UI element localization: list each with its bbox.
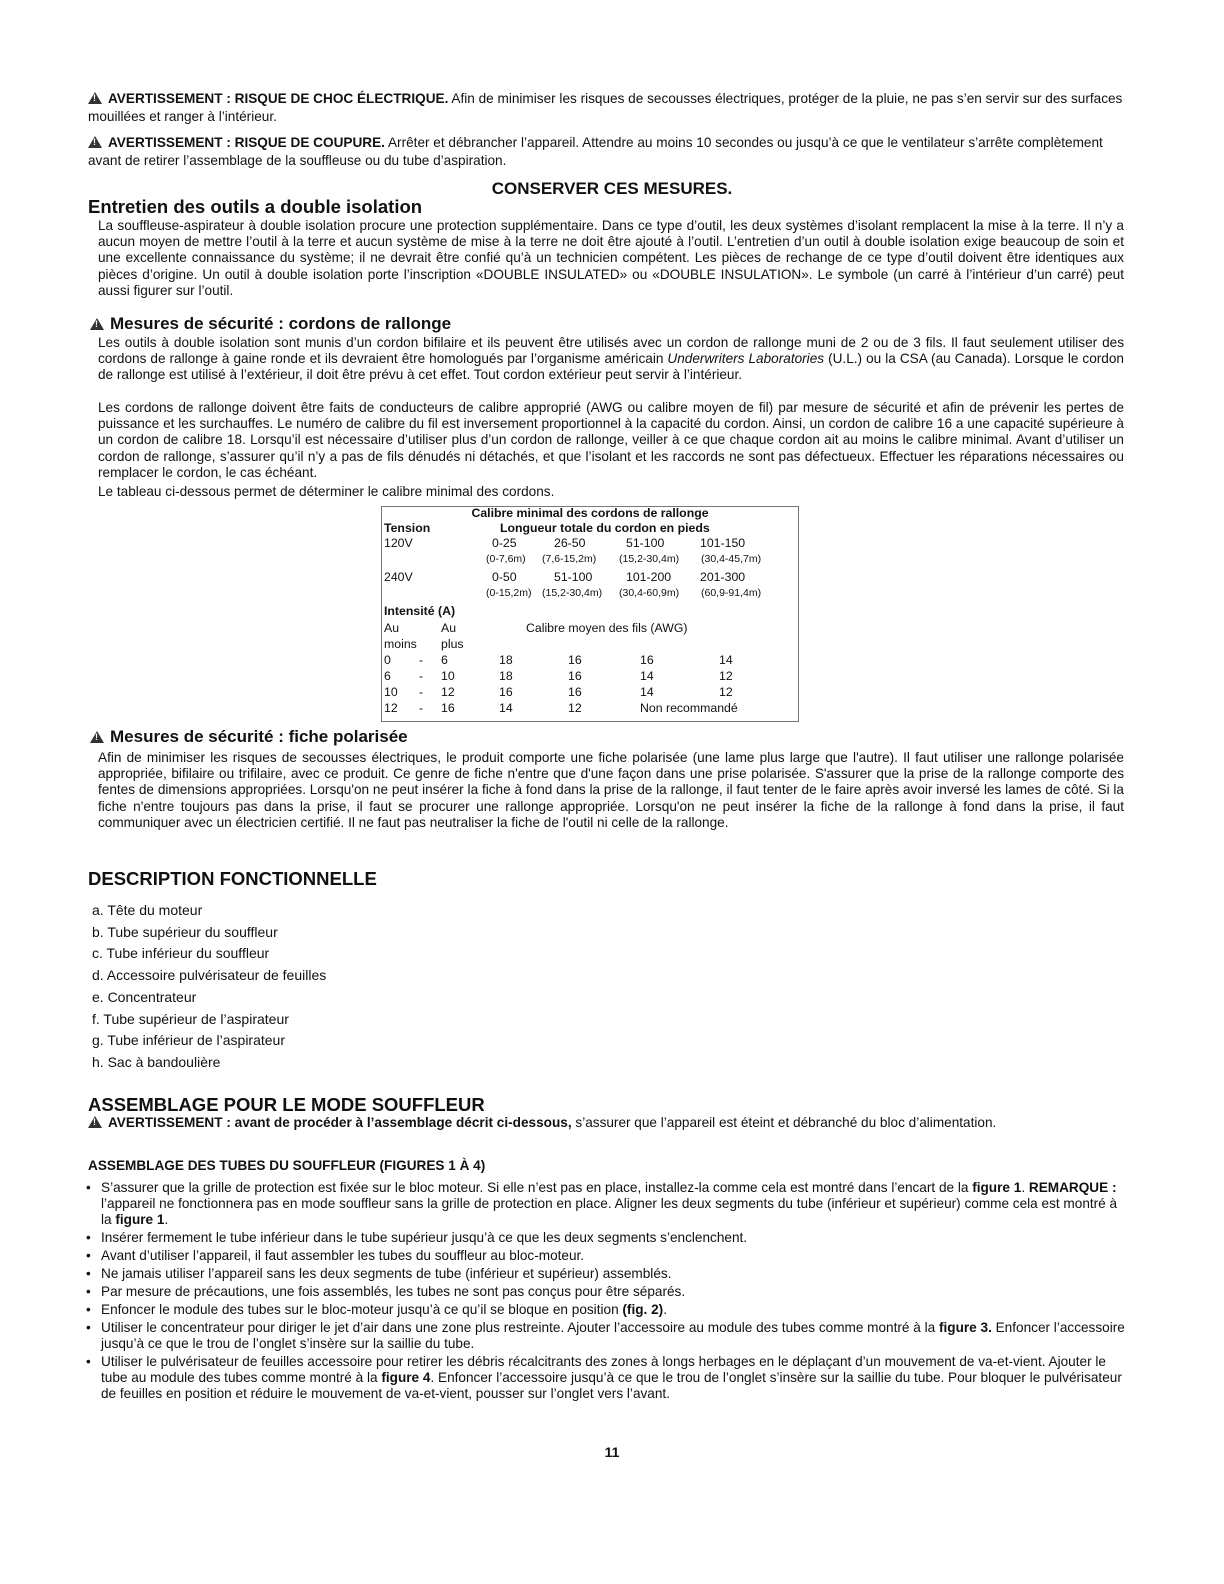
bullet-icon: • [86,1180,91,1195]
gauge-cell: 18 [499,669,513,683]
cord-gauge-table [381,506,799,722]
list-item: e. Concentrateur [92,988,197,1005]
gauge-cell: 14 [719,653,733,667]
gauge-cell: 12 [719,669,733,683]
bullet-icon: • [86,1266,91,1281]
text-span: S’assurer que la grille de protection est fixée sur le bloc moteur. Si elle n’est pas en place, installez-la comme cela est montré dans l’encart de la [101,1180,973,1195]
warning-triangle-icon [88,136,102,148]
amp-max: 10 [441,669,455,683]
amp-dash: - [419,653,424,667]
gauge-cell: 12 [719,685,733,699]
length-ft: 51-100 [554,570,593,584]
assemblage-subtitle: ASSEMBLAGE DES TUBES DU SOUFFLEUR (FIGURES 1 À 4) [88,1158,486,1173]
warning-text: Afin de minimiser les risques de secousses électriques, protéger de la pluie, ne pas s’en servir sur des surfaces mouillées et ranger à l’intérieur. [88,91,1123,124]
conserver-heading: CONSERVER CES MESURES. [491,179,733,198]
fiche-title-text: Mesures de sécurité : fiche polarisée [110,727,408,746]
length-ft: 51-100 [626,536,665,550]
gauge-cell: 16 [568,653,582,667]
tension-label: Tension [384,521,431,535]
text-span: Utiliser le pulvérisateur de feuilles accessoire pour retirer les débris récalcitrants des zones à longs herbages en le déplaçant d’un mouvement de va-et-vient. Ajouter le tube au module des tubes comme montré à la [101,1354,1106,1386]
length-ft: 101-200 [626,570,672,584]
warning-cut [88,134,1128,170]
au-plus-label: Au [441,621,457,635]
length-m: (15,2-30,4m) [542,587,603,599]
figure-ref: (fig. 2) [622,1302,664,1317]
amp-min: 0 [384,653,391,667]
amp-min: 6 [384,669,391,683]
assemblage-title: ASSEMBLAGE POUR LE MODE SOUFFLEUR [88,1094,485,1115]
bullet-icon: • [86,1354,91,1369]
fiche-title [90,727,408,747]
list-item: c. Tube inférieur du souffleur [92,945,270,962]
au-moins-label: moins [384,637,417,651]
rallonge-paragraph-2: Les cordons de rallonge doivent être faits de conducteurs de calibre approprié (AWG ou calibre moyen de fil) par mesure de sécurité et afin de prévenir les pertes de puissance et les surchauffes. Le numéro de calibre du fil est inversement proportionnel à la capacité du cordon. Ainsi, un cordon de calibre 16 a une capacité supérieure à un cordon de calibre 18. Lorsqu’il est nécessaire d’utiliser plus d’un cordon de rallonge, veiller à ce que chaque cordon ait au moins le calibre minimal. Avant d’utiliser un cordon de rallonge, s’assurer qu’il n’y a pas de fils dénudés ni détachés, et que l’isolant et les raccords ne sont pas défectueux. Effectuer les réparations nécessaires ou remplacer le cordon, le cas échéant. [98,400,1124,480]
bullet-text: Avant d’utiliser l’appareil, il faut assembler les tubes du souffleur au bloc-moteur. [101,1248,585,1263]
text-span: Enfoncer l’accessoire jusqu’à ce que le trou de l’onglet s’insère sur la saillie du tube. [101,1320,1125,1352]
double-isolation-text: La souffleuse-aspirateur à double isolation procure une protection supplémentaire. Dans ce type d’outil, les deux systèmes d’isolant remplacent la mise à la terre. Il n’y a aucun moyen de mettre l’outil à la terre et aucun système de mise à la terre ne doit être ajouté à l’outil. L’entretien d’un outil à double isolation exige beaucoup de soin et une excellente connaissance du système; il ne devrait être confié qu’à un technicien compétent. Les pièces de rechange de ce type d’outil doivent être identiques aux pièces d’origine. Un outil à double isolation porte l’inscription «DOUBLE INSULATED» ou «DOUBLE INSULATION». Le symbole (un carré à l’intérieur d’un carré) peut aussi figurer sur l’outil. [98,218,1124,298]
rallonge-title [90,314,451,334]
length-ft: 0-25 [492,536,517,550]
gauge-cell: 14 [640,685,654,699]
length-m: (60,9-91,4m) [701,587,762,599]
bullet-text: Insérer fermement le tube inférieur dans le tube supérieur jusqu’à ce que les deux segments s’enclenchent. [101,1230,748,1245]
text-span: . [1021,1180,1029,1195]
amp-dash: - [419,685,424,699]
list-item: g. Tube inférieur de l’aspirateur [92,1032,285,1049]
amp-dash: - [419,669,424,683]
figure-ref: figure 4 [381,1370,431,1386]
text-span: . [164,1212,169,1228]
bullet-text [101,1302,1126,1318]
au-moins-label: Au [384,621,400,635]
awg-label: Calibre moyen des fils (AWG) [526,621,688,635]
parts-list [92,900,326,1074]
bullet-text: Par mesure de précautions, une fois assemblés, les tubes ne sont pas conçus pour être séparés. [101,1284,686,1299]
bullet-icon: • [86,1248,91,1263]
warning-text: Arrêter et débrancher l’appareil. Attendre au moins 10 secondes ou jusqu’à ce que le ventilateur s’arrête complètement avant de retirer l’assemblage de la souffleuse ou du tube d’aspiration. [88,135,1103,168]
rallonge-p1-b: (U.L.) ou la CSA (au Canada). Lorsque le cordon de rallonge est utilisé à l’extérieur, il doit être prévu à cet effet. Tout cordon extérieur peut servir à l’intérieur. [98,351,1124,383]
list-item: b. Tube supérieur du souffleur [92,923,278,940]
longueur-label: Longueur totale du cordon en pieds [500,521,710,535]
length-m: (30,4-45,7m) [701,553,762,565]
bullet-text [101,1354,1126,1403]
list-item: d. Accessoire pulvérisateur de feuilles [92,967,327,984]
text-span: . [663,1302,667,1317]
length-m: (15,2-30,4m) [619,553,680,565]
warning-triangle-icon [88,92,102,104]
text-span: Enfoncer le module des tubes sur le bloc-moteur jusqu’à ce qu’il se bloque en position [101,1302,623,1317]
bullet-text [101,1180,1126,1229]
gauge-cell: 14 [499,701,513,715]
rallonge-paragraph-1 [98,335,1124,384]
voltage-240: 240V [384,570,413,584]
intensite-label: Intensité (A) [384,604,456,618]
voltage-120: 120V [384,536,413,550]
gauge-cell: 12 [568,701,582,715]
text-span: Utiliser le concentrateur pour diriger le jet d’air dans une zone plus restreinte. Ajouter l’accessoire au module des tubes comme montré à la [101,1320,939,1335]
description-title: DESCRIPTION FONCTIONNELLE [88,868,377,889]
amp-max: 6 [441,653,448,667]
amp-max: 16 [441,701,455,715]
list-item: h. Sac à bandoulière [92,1053,221,1070]
length-m: (0-7,6m) [486,553,526,565]
warning-label: AVERTISSEMENT : RISQUE DE CHOC ÉLECTRIQUE. [108,91,449,106]
list-item: f. Tube supérieur de l’aspirateur [92,1010,289,1027]
warning-electric-shock [88,90,1128,126]
length-m: (30,4-60,9m) [619,587,680,599]
list-item: a. Tête du moteur [92,902,203,918]
bullet-icon: • [86,1230,91,1245]
length-m: (0-15,2m) [486,587,532,599]
warning-label: AVERTISSEMENT : RISQUE DE COUPURE. [108,135,385,150]
bullet-icon: • [86,1320,91,1335]
gauge-cell: 14 [640,669,654,683]
amp-max: 12 [441,685,455,699]
gauge-cell: 16 [640,653,654,667]
double-isolation-title: Entretien des outils a double isolation [88,196,423,217]
bullet-icon: • [86,1302,91,1317]
bullet-text [101,1320,1126,1352]
gauge-cell: 16 [499,685,513,699]
assemblage-warning-label: AVERTISSEMENT : avant de procéder à l’assemblage décrit ci-dessous, [108,1115,572,1130]
page-number: 11 [604,1444,620,1460]
rallonge-p1-italic: Underwriters Laboratories [667,351,825,367]
gauge-cell: 16 [568,685,582,699]
warning-triangle-icon [88,1116,102,1128]
rallonge-p1-a: Les outils à double isolation sont munis d’un cordon bifilaire et ils peuvent être utilisés avec un cordon de rallonge muni de 2 ou de 3 fils. Il faut seulement utiliser des cordons de rallonge à gaine ronde et ils devraient être homologués par l’organisme américain [98,335,1124,367]
length-ft: 101-150 [700,536,746,550]
figure-ref: figure 3. [938,1320,992,1335]
bullet-text: Ne jamais utiliser l’appareil sans les deux segments de tube (inférieur et supérieur) assemblés. [101,1266,672,1281]
amp-dash: - [419,701,424,715]
rallonge-title-text: Mesures de sécurité : cordons de rallonge [110,314,452,333]
length-m: (7,6-15,2m) [542,553,597,565]
warning-triangle-icon [90,731,104,743]
amp-min: 10 [384,685,398,699]
gauge-cell: Non recommandé [640,701,738,715]
rallonge-paragraph-3: Le tableau ci-dessous permet de déterminer le calibre minimal des cordons. [98,484,555,499]
remarque-label: REMARQUE : [1028,1180,1117,1195]
gauge-cell: 16 [568,669,582,683]
table-title: Calibre minimal des cordons de rallonge [471,506,709,520]
au-plus-label: plus [441,637,464,651]
gauge-cell: 18 [499,653,513,667]
amp-min: 12 [384,701,398,715]
assemblage-warning [88,1115,1124,1131]
text-span: l’appareil ne fonctionnera pas en mode souffleur sans la grille de protection en place. Aligner les deux segments du tube (inférieur et supérieur) comme cela est montré à la [101,1196,1118,1228]
length-ft: 0-50 [492,570,517,584]
figure-ref: figure 1 [972,1180,1022,1195]
warning-triangle-icon [90,318,104,330]
fiche-text: Afin de minimiser les risques de secousses électriques, le produit comporte une fiche polarisée (une lame plus large que l'autre). Il faut utiliser une rallonge polarisée appropriée, bifilaire ou trifilaire, avec ce produit. Ce genre de fiche n'entre que d'une façon dans une prise polarisée. S'assurer que la prise de la rallonge comporte des fentes de dimensions appropriées. Lorsqu'on ne peut insérer la fiche à fond dans la prise de la rallonge, il faut tenter de le faire après avoir inversé les lames de côté. Si la fiche n'entre toujours pas dans la prise, il faut se procurer une rallonge appropriée. Lorsqu'on ne peut insérer la fiche de la rallonge à fond dans la prise, il faut communiquer avec un électricien certifié. Il ne faut pas neutraliser la fiche de l'outil ni celle de la rallonge. [98,750,1124,830]
bullet-icon: • [86,1284,91,1299]
figure-ref: figure 1 [115,1212,165,1228]
length-ft: 26-50 [554,536,586,550]
assemblage-warning-text: s’assurer que l’appareil est éteint et débranché du bloc d’alimentation. [575,1115,997,1130]
text-span: . Enfoncer l’accessoire jusqu’à ce que le trou de l’onglet s’insère sur la saillie du tube. Pour bloquer le pulvérisateur de feuilles en position et réduire le mouvement de va-et-vient, pousser sur l’onglet vers l’avant. [101,1370,1122,1402]
length-ft: 201-300 [700,570,746,584]
